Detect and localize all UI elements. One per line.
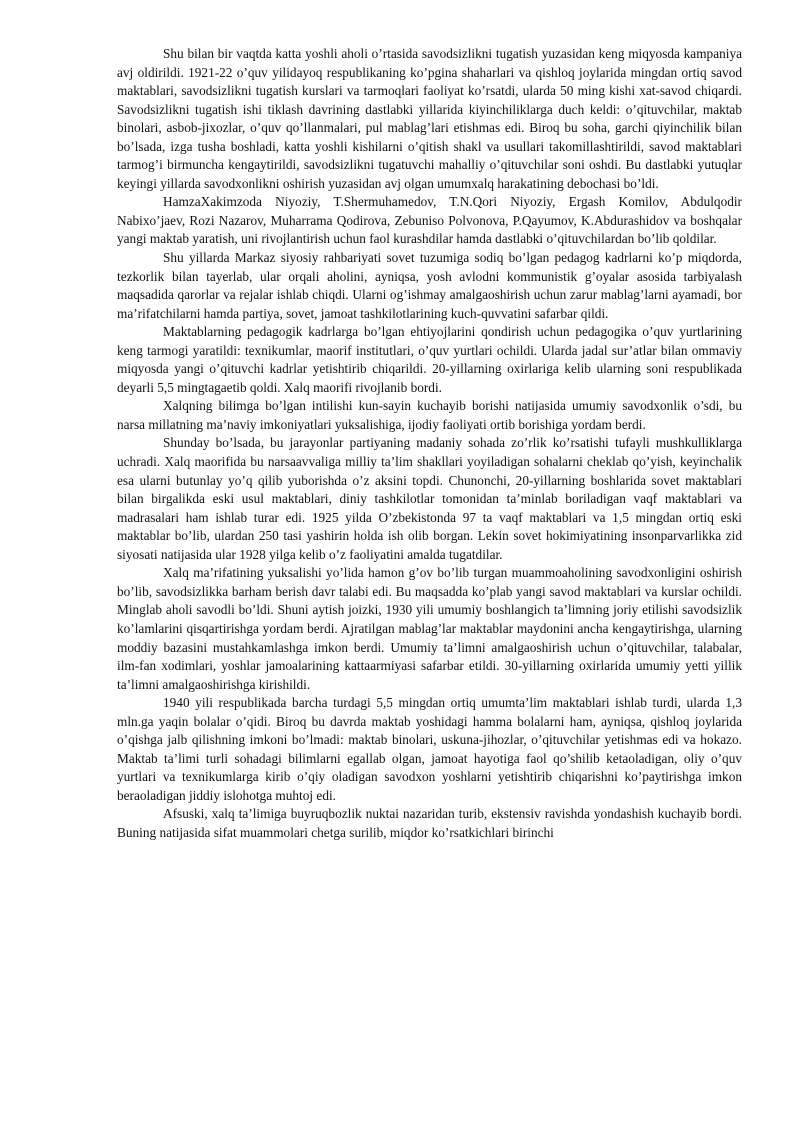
paragraph-pedagogical-institutions: Maktablarning pedagogik kadrlarga bo’lgan ehtiyojlarini qondirish uchun pedagogika o’quv yurtlarining keng tarmogi yaratildi: texnikumlar, maorif institutlari, o’quv yurtlari ochildi. Ularda jadal sur’atlar bilan ommaviy miqyosda yangi o’qituvchi kadrlar yetishtirib chiqarildi. 20-yillarning oxirlariga kelib ularning soni respublikada deyarli 5,5 mingtagaetib qoldi. Xalq maorifi rivojlanib bordi. (117, 324, 742, 395)
paragraph-extensive-approach: Afsuski, xalq ta’limiga buyruqbozlik nuktai nazaridan turib, ekstensiv ravishda yondashish kuchayib bordi. Buning natijasida sifat muammolari chetga surilib, miqdor ko’rsatkichlari birinchi (117, 806, 742, 840)
paragraph-literacy-campaign: Shu bilan bir vaqtda katta yoshli aholi o’rtasida savodsizlikni tugatish yuzasidan keng miqyosda kampaniya avj oldirildi. 1921-22 o’quv yilidayoq respublikaning ko’pgina shaharlari va qishloq joylarida mingdan ortiq savod maktablari, savodsizlikni tugatish kurslari va tarmoqlari faoliyat ko’rsatdi, ularda 50 ming kishi xat-savod chiqardi. Savodsizlikni tugatish ishi tiklash davrining dastlabki yillarida kiyinchiliklarga duch keldi: o’qituvchilar, maktab binolari, asbob-jixozlar, o’quv qo’llanmalari, pul mablag’lari etishmas edi. Biroq bu soha, garchi qiyinchilik bilan bo’lsada, izga tusha boshladi, katta yoshli kishilarni o’qitish shakl va usullari takomillashtirildi, savod maktablari tarmog’i birmuncha kengaytirildi, savodsizlikni tugatuvchi mahalliy o’qituvchilar soni oshdi. Bu dastlabki yutuqlar keyingi yillarda savodxonlikni oshirish yuzasidan avj olgan umumxalq harakatining debochasi bo’ldi. (117, 46, 742, 191)
paragraph-universal-education: Xalq ma’rifatining yuksalishi yo’lida hamon g’ov bo’lib turgan muammoaholining savodxonligini oshirish bo’lib, savodsizlikka barham berish davr talabi edi. Bu maqsadda ko’plab yangi savod maktablari va kurslar ochildi. Minglab aholi savodli bo’ldi. Shuni aytish joizki, 1930 yili umumiy boshlangich ta’limning joriy etilishi savodsizlik ko’lamlarini qisqartirishga yordam berdi. Ajratilgan mablag’lar maktablar maydonini ancha kengaytirishga, ularning moddiy bazasini mustahkamlashga imkon berdi. Umumiy ta’limni amalgaoshirish uchun o’qituvchilar, talabalar, ilm-fan xodimlari, yoshlar jamoalarining kattaarmiyasi safarbar etildi. 30-yillarning oxirlarida umumiy yetti yillik ta’limni amalgaoshirishga kirishildi. (117, 565, 742, 692)
paragraph-soviet-cadre-policy: Shu yillarda Markaz siyosiy rahbariyati sovet tuzumiga sodiq bo’lgan pedagog kadrlarni ko’p miqdorda, tezkorlik bilan tayerlab, ular orqali aholini, ayniqsa, yosh avlodni kommunistik g’oyalar asosida tarbiyalash maqsadida qarorlar va rejalar ishlab chiqdi. Ularni og’ishmay amalgaoshirish uchun zarur mablag’larni ayamadi, bor ma’rifatchilarni hamda partiya, sovet, jamoat tashkilotlarining kuch-quvvatini safarbar qildi. (117, 250, 742, 321)
paragraph-1940-schools: 1940 yili respublikada barcha turdagi 5,5 mingdan ortiq umumta’lim maktablari ishlab turdi, ularda 1,3 mln.ga yaqin bolalar o’qidi. Biroq bu davrda maktab yoshidagi hamma bolalarni ham, ayniqsa, qishloq joylarida o’qishga jalb qilishning imkoni bo’lmadi: maktab binolari, uskuna-jihozlar, o’qituvchilar yetishmas edi va hokazo. Maktab ta’limi turli sohadagi bilimlarni egallab olgan, jamoat hayotiga faol qo’shilib ketaoladigan, oliy o’quv yurtlari va texnikumlarga kirib o’qiy oladigan savodxon yoshlarni yetishtirib chiqarishni ko’paytirishga imkon beraoladigan jiddiy islohotga muhtoj edi. (117, 695, 742, 803)
paragraph-literacy-growth: Xalqning bilimga bo’lgan intilishi kun-sayin kuchayib borishi natijasida umumiy savodxonlik o’sdi, bu narsa millatning ma’naviy imkoniyatlari yuksalishiga, ijodiy faoliyati ortib borishiga yordam berdi. (117, 398, 742, 432)
paragraph-religious-schools: Shunday bo’lsada, bu jarayonlar partiyaning madaniy sohada zo’rlik ko’rsatishi tufayli mushkulliklarga uchradi. Xalq maorifida bu narsaavvaliga milliy ta’lim shakllari yoyiladigan sohalarni cheklab qo’yish, keyinchalik esa ularni butunlay yo’q qilib yuborishda o’z aksini topdi. Chunonchi, 20-yillarning boshlarida sovet maktablari bilan birgalikda eski usul maktablari, diniy tashkilotlar tomonidan ta’minlab boriladigan vaqf maktablari va madrasalari ham ishlab turar edi. 1925 yilda O’zbekistonda 97 ta vaqf maktablari va 1,5 mingdan ortiq eski maktablar bo’lib, ulardan 250 tasi yashirin holda ish olib borgan. Lekin sovet hokimiyatining insonparvarlikka zid siyosati natijasida ular 1928 yilga kelib o’z faoliyatini amalda tugatdilar. (117, 435, 742, 562)
paragraph-pioneer-teachers: HamzaXakimzoda Niyoziy, T.Shermuhamedov, T.N.Qori Niyoziy, Ergash Komilov, Abdulqodir Nabixo’jaev, Rozi Nazarov, Muharrama Qodirova, Zebuniso Polvonova, P.Qayumov, K.Abdurashidov va boshqalar yangi maktab yaratish, uni rivojlantirish uchun faol kurashdilar hamda dastlabki o’qituvchilardan bo’lib qoldilar. (117, 194, 742, 247)
document-page (117, 45, 742, 843)
